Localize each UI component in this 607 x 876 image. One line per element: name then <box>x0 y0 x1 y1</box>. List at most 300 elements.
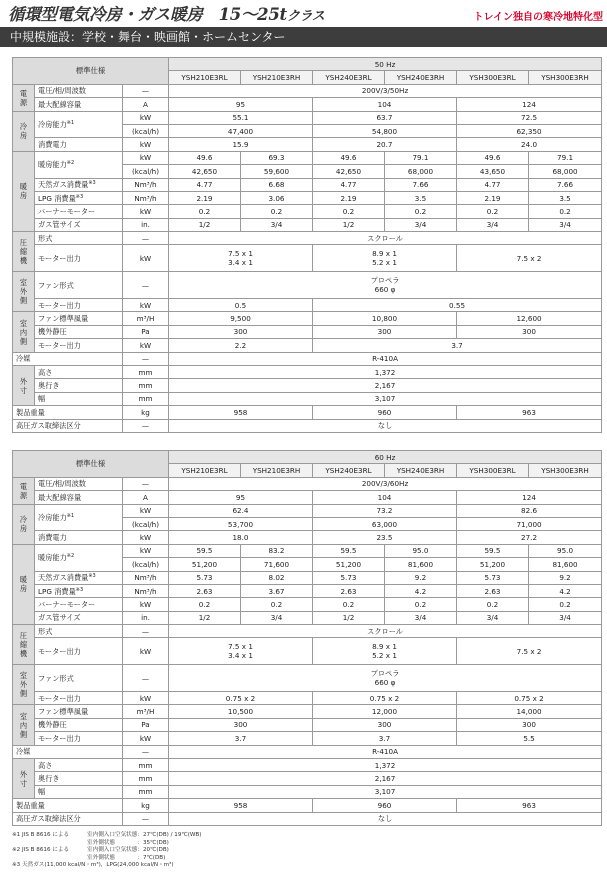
subheader-bar: 中規模施設：学校・舞台・映画館・ホームセンター <box>0 27 607 47</box>
footnote-mark: ※1 JIS B 8616 による <box>12 832 70 838</box>
value-cell: 0.2 <box>313 598 385 611</box>
row-label-text: 最大配線容量 <box>38 99 82 109</box>
value-cell: 73.2 <box>313 504 457 517</box>
value-cell: R-410A <box>169 352 602 365</box>
row-label-text: モーター出力 <box>38 253 81 263</box>
unit-cell: kW <box>123 138 169 151</box>
row-label-text: 奥行き <box>38 381 60 390</box>
value-cell: 18.0 <box>169 531 313 544</box>
unit-cell: kW <box>123 732 169 745</box>
value-line: 3.4 x 1 <box>228 651 253 661</box>
row-label <box>13 419 123 432</box>
value-cell: 59.5 <box>457 544 529 557</box>
unit-cell: (kcal/h) <box>123 517 169 530</box>
value-cell: 3.7 <box>313 339 602 352</box>
unit-cell: kW <box>123 151 169 164</box>
row-label-text: 冷房能力 <box>38 512 67 522</box>
value-cell: 958 <box>169 406 313 419</box>
value-cell: 9.2 <box>385 571 457 584</box>
row-label <box>35 339 123 352</box>
value-cell: 9,500 <box>169 312 313 325</box>
value-cell: 9.2 <box>529 571 602 584</box>
unit-cell: in. <box>123 611 169 624</box>
row-label-text: 高さ <box>38 367 53 377</box>
unit-cell: mm <box>123 379 169 392</box>
value-cell: 6.68 <box>241 178 313 191</box>
row-label-text: ファン標準風量 <box>38 314 89 324</box>
footnote-ref: ※1 <box>66 512 75 519</box>
value-cell: 0.75 x 2 <box>457 692 602 705</box>
value-cell: 23.5 <box>313 531 457 544</box>
row-label <box>35 272 123 299</box>
row-label-text: バーナーモーター <box>38 599 96 609</box>
value-line: 5.2 x 1 <box>372 258 397 268</box>
value-cell: 5.5 <box>457 732 602 745</box>
value-cell: 104 <box>313 491 457 504</box>
category-cell: 圧 縮 機 <box>13 232 35 272</box>
footnote-3 <box>12 862 602 870</box>
row-label <box>35 638 123 665</box>
row-label <box>35 232 123 245</box>
row-label-text: 高圧ガス取締法区分 <box>16 814 81 824</box>
unit-cell: Nm³/h <box>123 191 169 204</box>
value-cell: 4.2 <box>385 584 457 597</box>
unit-cell: — <box>123 812 169 825</box>
unit-cell: Nm³/h <box>123 584 169 597</box>
frequency-header: 50 Hz <box>169 58 602 71</box>
value-cell: 62,350 <box>457 124 602 137</box>
row-label <box>35 732 123 745</box>
value-line: 8.9 x 1 <box>372 642 397 652</box>
unit-cell: Nm³/h <box>123 571 169 584</box>
row-label-text: 冷媒 <box>16 354 31 364</box>
row-label-text: 高さ <box>38 760 53 770</box>
value-cell: 53,700 <box>169 517 313 530</box>
value-cell: 8.02 <box>241 571 313 584</box>
model-header: YSH210E3RL <box>169 464 241 477</box>
category-cell: 暖 房 <box>13 151 35 231</box>
row-label <box>35 218 123 231</box>
footnote-text: 室外側状態 ：35℃(DB) <box>87 839 169 846</box>
value-cell: 0.2 <box>457 598 529 611</box>
value-cell: 1,372 <box>169 759 602 772</box>
row-label-text: 冷媒 <box>16 747 31 757</box>
category-cell: 外 寸 <box>13 366 35 406</box>
footnote-1b <box>12 840 602 848</box>
row-label <box>35 191 123 204</box>
footnote-ref: ※3 <box>75 193 84 200</box>
value-cell: 300 <box>457 325 602 338</box>
value-cell: 63.7 <box>313 111 457 124</box>
value-cell: 2,167 <box>169 379 602 392</box>
row-label <box>35 504 123 531</box>
value-cell: 51,200 <box>169 558 241 571</box>
value-cell: 27.2 <box>457 531 602 544</box>
value-cell: 10,500 <box>169 705 313 718</box>
value-line: 660 φ <box>374 678 396 688</box>
row-label-text: ガス管サイズ <box>38 613 81 623</box>
row-label <box>35 138 123 151</box>
row-label-text: LPG 消費量 <box>38 586 76 596</box>
unit-cell: Pa <box>123 718 169 731</box>
value-cell: 0.2 <box>313 205 385 218</box>
row-label-text: 天然ガス消費量 <box>38 180 89 190</box>
value-cell: 55.1 <box>169 111 313 124</box>
footnote-ref: ※3 <box>88 573 96 580</box>
unit-cell: kg <box>123 406 169 419</box>
row-label <box>35 111 123 138</box>
header <box>0 0 607 27</box>
unit-cell: kW <box>123 299 169 312</box>
row-label <box>13 799 123 812</box>
row-label-text: 消費電力 <box>38 532 67 542</box>
value-cell: 3.5 <box>529 191 602 204</box>
value-cell: 2,167 <box>169 772 602 785</box>
footnote-1 <box>12 832 602 840</box>
unit-cell: Nm³/h <box>123 178 169 191</box>
value-cell: 49.6 <box>313 151 385 164</box>
row-label-text: モーター出力 <box>38 646 81 656</box>
row-label <box>13 812 123 825</box>
value-cell: スクロール <box>169 625 602 638</box>
row-label-text: ファン形式 <box>38 280 74 290</box>
unit-cell: mm <box>123 366 169 379</box>
value-cell: 0.75 x 2 <box>169 692 313 705</box>
row-label-text: 暖房能力 <box>38 553 67 563</box>
value-cell: 958 <box>169 799 313 812</box>
unit-cell: (kcal/h) <box>123 165 169 178</box>
value-cell: 3/4 <box>385 218 457 231</box>
row-label-text: ガス管サイズ <box>38 220 81 230</box>
value-line: 5.2 x 1 <box>372 651 397 661</box>
value-line: 3.4 x 1 <box>228 258 253 268</box>
row-label <box>35 392 123 405</box>
unit-cell: kW <box>123 531 169 544</box>
value-cell: 68,000 <box>385 165 457 178</box>
value-cell <box>169 665 602 692</box>
footnote-text: 室内側入口空気状態：20℃(DB) <box>87 847 169 854</box>
unit-cell: m³/H <box>123 312 169 325</box>
value-cell: 5.73 <box>169 571 241 584</box>
unit-cell: kW <box>123 245 169 272</box>
value-cell: 0.2 <box>529 598 602 611</box>
unit-cell: m³/H <box>123 705 169 718</box>
unit-cell: mm <box>123 772 169 785</box>
row-label <box>35 785 123 798</box>
row-label <box>35 325 123 338</box>
value-cell: 3.06 <box>241 191 313 204</box>
footnotes <box>12 832 602 870</box>
row-label <box>35 692 123 705</box>
category-cell: 電 源 <box>13 477 35 504</box>
value-cell: 200V/3/50Hz <box>169 84 602 97</box>
value-cell: 3/4 <box>457 218 529 231</box>
value-cell: 960 <box>313 406 457 419</box>
value-cell: なし <box>169 419 602 432</box>
value-cell: 95 <box>169 98 313 111</box>
value-cell: 10,800 <box>313 312 457 325</box>
category-cell: 室 外 側 <box>13 272 35 312</box>
value-cell: 0.2 <box>241 598 313 611</box>
row-label-text: 幅 <box>38 787 46 797</box>
value-cell: 963 <box>457 799 602 812</box>
category-cell: 外 寸 <box>13 759 35 799</box>
value-cell: 51,200 <box>313 558 385 571</box>
spec-header: 標準仕様 <box>13 451 169 478</box>
value-cell: スクロール <box>169 232 602 245</box>
value-cell: 1/2 <box>313 611 385 624</box>
value-cell: 71,000 <box>457 517 602 530</box>
value-cell: 3.5 <box>385 191 457 204</box>
value-cell: 7.5 x 2 <box>457 638 602 665</box>
value-cell: 51,200 <box>457 558 529 571</box>
value-cell: 3,107 <box>169 785 602 798</box>
title-range-suffix: クラス <box>286 9 325 24</box>
value-cell: 0.2 <box>241 205 313 218</box>
value-cell: 2.19 <box>169 191 241 204</box>
value-cell: 95.0 <box>529 544 602 557</box>
value-cell: 0.5 <box>169 299 313 312</box>
value-cell: 71,600 <box>241 558 313 571</box>
row-label-text: 暖房能力 <box>38 160 67 170</box>
unit-cell: (kcal/h) <box>123 124 169 137</box>
value-cell: 3/4 <box>385 611 457 624</box>
value-cell: 104 <box>313 98 457 111</box>
category-cell: 室 内 側 <box>13 705 35 745</box>
value-line: 660 φ <box>374 285 396 295</box>
model-header: YSH300E3RH <box>529 71 602 84</box>
value-cell: 960 <box>313 799 457 812</box>
row-label-text: ファン標準風量 <box>38 707 89 717</box>
footnote-text: 室外側状態 ：7℃(DB) <box>87 854 166 861</box>
unit-cell: — <box>123 232 169 245</box>
row-label <box>13 745 123 758</box>
value-cell: 81,600 <box>385 558 457 571</box>
model-header: YSH240E3RL <box>313 464 385 477</box>
unit-cell: kW <box>123 598 169 611</box>
row-label <box>13 406 123 419</box>
row-label <box>35 245 123 272</box>
unit-cell: (kcal/h) <box>123 558 169 571</box>
unit-cell: mm <box>123 759 169 772</box>
value-cell: 3/4 <box>529 218 602 231</box>
spec-header: 標準仕様 <box>13 58 169 85</box>
value-cell: 3/4 <box>529 611 602 624</box>
value-cell: 7.5 x 2 <box>457 245 602 272</box>
value-cell: 20.7 <box>313 138 457 151</box>
row-label <box>35 544 123 571</box>
row-label <box>35 477 123 490</box>
value-cell: 3/4 <box>457 611 529 624</box>
value-cell: 12,000 <box>313 705 457 718</box>
footnote-text: ※3 天然ガス(11,000 kcal/N・m³)，LPG(24,000 kcal/N・m³) <box>12 862 174 869</box>
row-label-text: モーター出力 <box>38 733 81 743</box>
unit-cell: — <box>123 352 169 365</box>
value-cell: 1/2 <box>313 218 385 231</box>
value-cell: 59.5 <box>313 544 385 557</box>
value-cell: 963 <box>457 406 602 419</box>
unit-cell: — <box>123 419 169 432</box>
row-label <box>35 665 123 692</box>
row-label-text: 製品重量 <box>16 407 45 417</box>
row-label <box>13 352 123 365</box>
value-cell: 300 <box>169 718 313 731</box>
value-cell: 200V/3/60Hz <box>169 477 602 490</box>
value-cell: 3,107 <box>169 392 602 405</box>
model-header: YSH210E3RH <box>241 464 313 477</box>
value-cell: 2.19 <box>313 191 385 204</box>
value-cell: 7.66 <box>529 178 602 191</box>
row-label-text: 製品重量 <box>16 800 45 810</box>
category-cell: 圧 縮 機 <box>13 625 35 665</box>
row-label <box>35 379 123 392</box>
category-cell: 室 内 側 <box>13 312 35 352</box>
spec-table-60hz <box>12 450 602 826</box>
row-label <box>35 312 123 325</box>
footnote-ref: ※1 <box>66 119 75 126</box>
unit-cell: Pa <box>123 325 169 338</box>
value-cell: 69.3 <box>241 151 313 164</box>
unit-cell: in. <box>123 218 169 231</box>
unit-cell: — <box>123 272 169 299</box>
footnote-ref: ※3 <box>88 180 96 187</box>
model-header: YSH240E3RH <box>385 71 457 84</box>
category-cell: 暖 房 <box>13 544 35 624</box>
row-label-text: 電圧/相/周波数 <box>38 86 86 96</box>
footnote-2 <box>12 847 602 855</box>
value-cell: 5.73 <box>457 571 529 584</box>
category-cell: 冷 房 <box>13 111 35 151</box>
row-label <box>35 625 123 638</box>
model-header: YSH240E3RL <box>313 71 385 84</box>
value-cell: 0.2 <box>169 205 241 218</box>
row-label-text: 幅 <box>38 394 46 404</box>
row-label <box>35 491 123 504</box>
row-label <box>35 178 123 191</box>
value-cell: 79.1 <box>529 151 602 164</box>
footnote-text: 室内側入口空気状態：27℃(DB) / 19℃(WB) <box>87 832 202 838</box>
value-cell: 14,000 <box>457 705 602 718</box>
unit-cell: kW <box>123 544 169 557</box>
value-cell: 15.9 <box>169 138 313 151</box>
value-cell <box>313 245 457 272</box>
value-cell: 59.5 <box>169 544 241 557</box>
value-cell: 79.1 <box>385 151 457 164</box>
value-cell: 300 <box>313 718 457 731</box>
value-cell: 83.2 <box>241 544 313 557</box>
row-label-text: LPG 消費量 <box>38 193 76 203</box>
model-header: YSH210E3RH <box>241 71 313 84</box>
value-cell: 54,800 <box>313 124 457 137</box>
footnote-ref: ※2 <box>66 553 75 560</box>
category-cell: 電 源 <box>13 84 35 111</box>
value-cell: 82.6 <box>457 504 602 517</box>
row-label <box>35 299 123 312</box>
frequency-header: 60 Hz <box>169 451 602 464</box>
unit-cell: kW <box>123 205 169 218</box>
row-label <box>35 772 123 785</box>
value-cell: 1/2 <box>169 611 241 624</box>
value-cell: 5.73 <box>313 571 385 584</box>
value-line: 8.9 x 1 <box>372 249 397 259</box>
row-label <box>35 718 123 731</box>
value-cell: 0.2 <box>385 205 457 218</box>
row-label-text: 高圧ガス取締法区分 <box>16 421 81 431</box>
row-label <box>35 759 123 772</box>
value-cell: 300 <box>169 325 313 338</box>
value-cell: 2.2 <box>169 339 313 352</box>
value-cell <box>169 245 313 272</box>
unit-cell: — <box>123 625 169 638</box>
title-range: 15〜25t <box>218 5 287 24</box>
value-cell: 3.7 <box>169 732 313 745</box>
row-label-text: 消費電力 <box>38 139 67 149</box>
value-cell: 95.0 <box>385 544 457 557</box>
value-cell: 42,650 <box>169 165 241 178</box>
value-cell: 300 <box>313 325 457 338</box>
unit-cell: mm <box>123 785 169 798</box>
value-cell: 2.63 <box>313 584 385 597</box>
value-cell: 95 <box>169 491 313 504</box>
page-title <box>8 1 325 25</box>
value-cell: 12,600 <box>457 312 602 325</box>
unit-cell: kW <box>123 638 169 665</box>
value-cell: 49.6 <box>457 151 529 164</box>
value-cell: 3/4 <box>241 218 313 231</box>
row-label <box>35 571 123 584</box>
row-label-text: 電圧/相/周波数 <box>38 479 86 489</box>
row-label-text: ファン形式 <box>38 673 74 683</box>
row-label <box>35 98 123 111</box>
value-cell: 62.4 <box>169 504 313 517</box>
value-cell: なし <box>169 812 602 825</box>
value-cell: 3.7 <box>313 732 457 745</box>
row-label-text: 奥行き <box>38 774 60 783</box>
value-line: プロペラ <box>370 668 400 678</box>
unit-cell: — <box>123 745 169 758</box>
value-cell: 59,600 <box>241 165 313 178</box>
value-cell: 4.2 <box>529 584 602 597</box>
value-cell: 2.19 <box>457 191 529 204</box>
value-cell: 7.66 <box>385 178 457 191</box>
unit-cell: — <box>123 84 169 97</box>
value-cell: 43,650 <box>457 165 529 178</box>
row-label-text: バーナーモーター <box>38 206 96 216</box>
value-cell: 0.2 <box>529 205 602 218</box>
model-header: YSH300E3RL <box>457 71 529 84</box>
value-cell <box>169 272 602 299</box>
value-cell <box>169 638 313 665</box>
value-cell: 2.63 <box>169 584 241 597</box>
unit-cell: kg <box>123 799 169 812</box>
unit-cell: — <box>123 665 169 692</box>
model-header: YSH210E3RL <box>169 71 241 84</box>
value-cell: 49.6 <box>169 151 241 164</box>
row-label-text: 機外静圧 <box>38 327 67 337</box>
footnote-ref: ※3 <box>75 586 84 593</box>
model-header: YSH300E3RH <box>529 464 602 477</box>
model-header: YSH300E3RL <box>457 464 529 477</box>
row-label-text: 形式 <box>38 626 53 636</box>
unit-cell: kW <box>123 692 169 705</box>
unit-cell: A <box>123 491 169 504</box>
row-label <box>35 598 123 611</box>
unit-cell: kW <box>123 504 169 517</box>
value-line: プロペラ <box>370 275 400 285</box>
value-cell: 24.0 <box>457 138 602 151</box>
value-line: 7.5 x 1 <box>228 249 253 259</box>
value-cell: 1/2 <box>169 218 241 231</box>
